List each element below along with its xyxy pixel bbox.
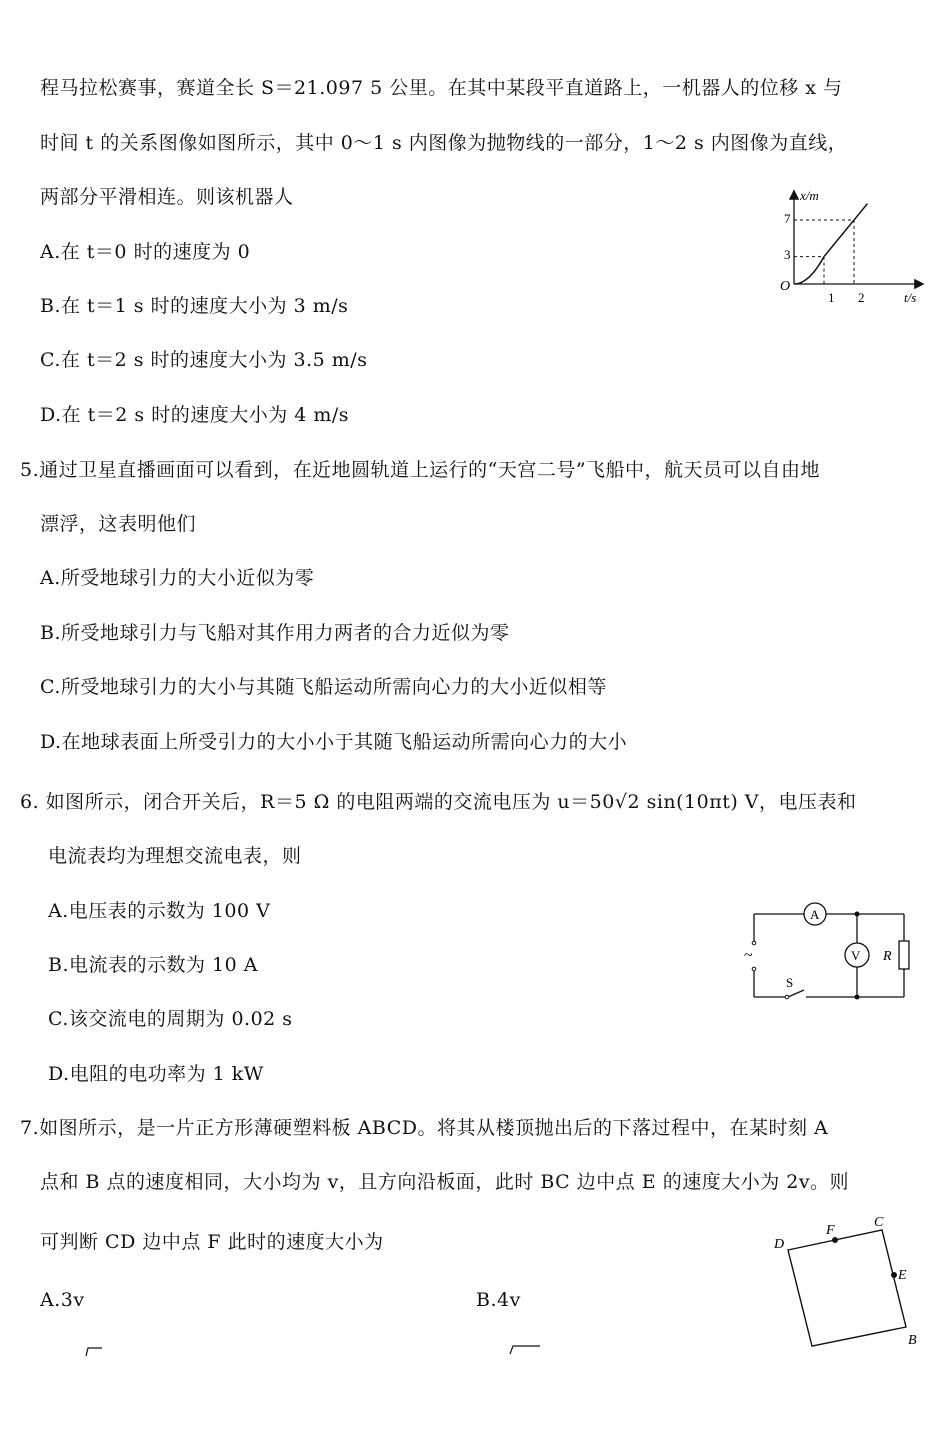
- origin-label: O: [780, 279, 791, 294]
- junction-bottom: [855, 995, 860, 1000]
- q6-stem-1: 6. 如图所示，闭合开关后，R＝5 Ω 的电阻两端的交流电压为 u＝50√2 sin(10πt) V，电压表和: [20, 791, 857, 813]
- square-plate-diagram: [768, 1210, 928, 1360]
- intro-line-3: 两部分平滑相连。则该机器人: [40, 186, 294, 208]
- q5-option-a: A.所受地球引力的大小近似为零: [40, 567, 315, 589]
- junction-top: [855, 912, 860, 917]
- q5-stem-1: 5.通过卫星直播画面可以看到，在近地圆轨道上运行的“天宫二号”飞船中，航天员可以自由地: [20, 459, 821, 481]
- label-c: C: [874, 1215, 884, 1230]
- q6-option-a: A.电压表的示数为 100 V: [48, 900, 271, 922]
- point-e: [891, 1272, 897, 1278]
- y-tick-3: 3: [784, 247, 791, 262]
- switch-blade: [788, 990, 804, 997]
- label-f: F: [826, 1223, 835, 1238]
- circuit-diagram: [740, 900, 920, 1005]
- q4-option-b: B.在 t＝1 s 时的速度大小为 3 m/s: [40, 295, 349, 317]
- label-d: D: [774, 1237, 785, 1252]
- label-b: B: [908, 1333, 917, 1348]
- square-abcd: [788, 1230, 906, 1346]
- line-segment: [824, 204, 868, 257]
- resistor-label: R: [883, 949, 892, 964]
- q6-option-d: D.电阻的电功率为 1 kW: [48, 1063, 264, 1085]
- q7-stem-3: 可判断 CD 边中点 F 此时的速度大小为: [40, 1231, 384, 1253]
- switch-pivot: [785, 995, 789, 999]
- q4-option-a: A.在 t＝0 时的速度为 0: [40, 241, 251, 263]
- label-e: E: [898, 1268, 907, 1283]
- ammeter-label: A: [810, 907, 820, 922]
- voltmeter-label: V: [851, 948, 861, 963]
- q5-stem-2: 漂浮，这表明他们: [40, 513, 197, 535]
- parabola-segment: [794, 257, 824, 284]
- intro-line-2: 时间 t 的关系图像如图所示，其中 0～1 s 内图像为抛物线的一部分，1～2 s 内图像为直线，: [40, 132, 848, 154]
- q6-stem-2: 电流表均为理想交流电表，则: [48, 845, 302, 867]
- q5-option-b: B.所受地球引力与飞船对其作用力两者的合力近似为零: [40, 622, 510, 644]
- q7-stem-1: 7.如图所示，是一片正方形薄硬塑料板 ABCD。将其从楼顶抛出后的下落过程中，在某时刻 A: [20, 1117, 829, 1139]
- q7-stem-2: 点和 B 点的速度相同，大小均为 v，且方向沿板面，此时 BC 边中点 E 的速度大小为 2v。则: [40, 1171, 850, 1193]
- intro-line-1: 程马拉松赛事，赛道全长 S＝21.097 5 公里。在其中某段平直道路上，一机器人的位移 x 与: [40, 77, 843, 99]
- y-axis-label: x/m: [800, 188, 819, 203]
- q7-option-b: B.4v: [476, 1289, 521, 1311]
- resistor-icon: [899, 941, 909, 969]
- source-terminal-bottom: [752, 967, 756, 971]
- source-terminal-top: [752, 941, 756, 945]
- q7-option-a: A.3v: [40, 1289, 85, 1311]
- q5-option-d: D.在地球表面上所受引力的大小小于其随飞船运动所需向心力的大小: [40, 731, 628, 753]
- partial-radical-1: [84, 1344, 114, 1358]
- q6-option-c: C.该交流电的周期为 0.02 s: [48, 1008, 293, 1030]
- x-t-graph: [770, 186, 930, 306]
- q5-option-c: C.所受地球引力的大小与其随飞船运动所需向心力的大小近似相等: [40, 676, 607, 698]
- x-tick-2: 2: [858, 290, 865, 305]
- q4-option-c: C.在 t＝2 s 时的速度大小为 3.5 m/s: [40, 349, 368, 371]
- x-tick-1: 1: [828, 290, 835, 305]
- q6-option-b: B.电流表的示数为 10 A: [48, 954, 258, 976]
- source-symbol: ~: [744, 947, 753, 964]
- partial-radical-2: [508, 1342, 548, 1356]
- y-tick-7: 7: [784, 211, 791, 226]
- switch-label: S: [786, 975, 794, 990]
- q4-option-d: D.在 t＝2 s 时的速度大小为 4 m/s: [40, 404, 350, 426]
- x-axis-label: t/s: [904, 290, 917, 305]
